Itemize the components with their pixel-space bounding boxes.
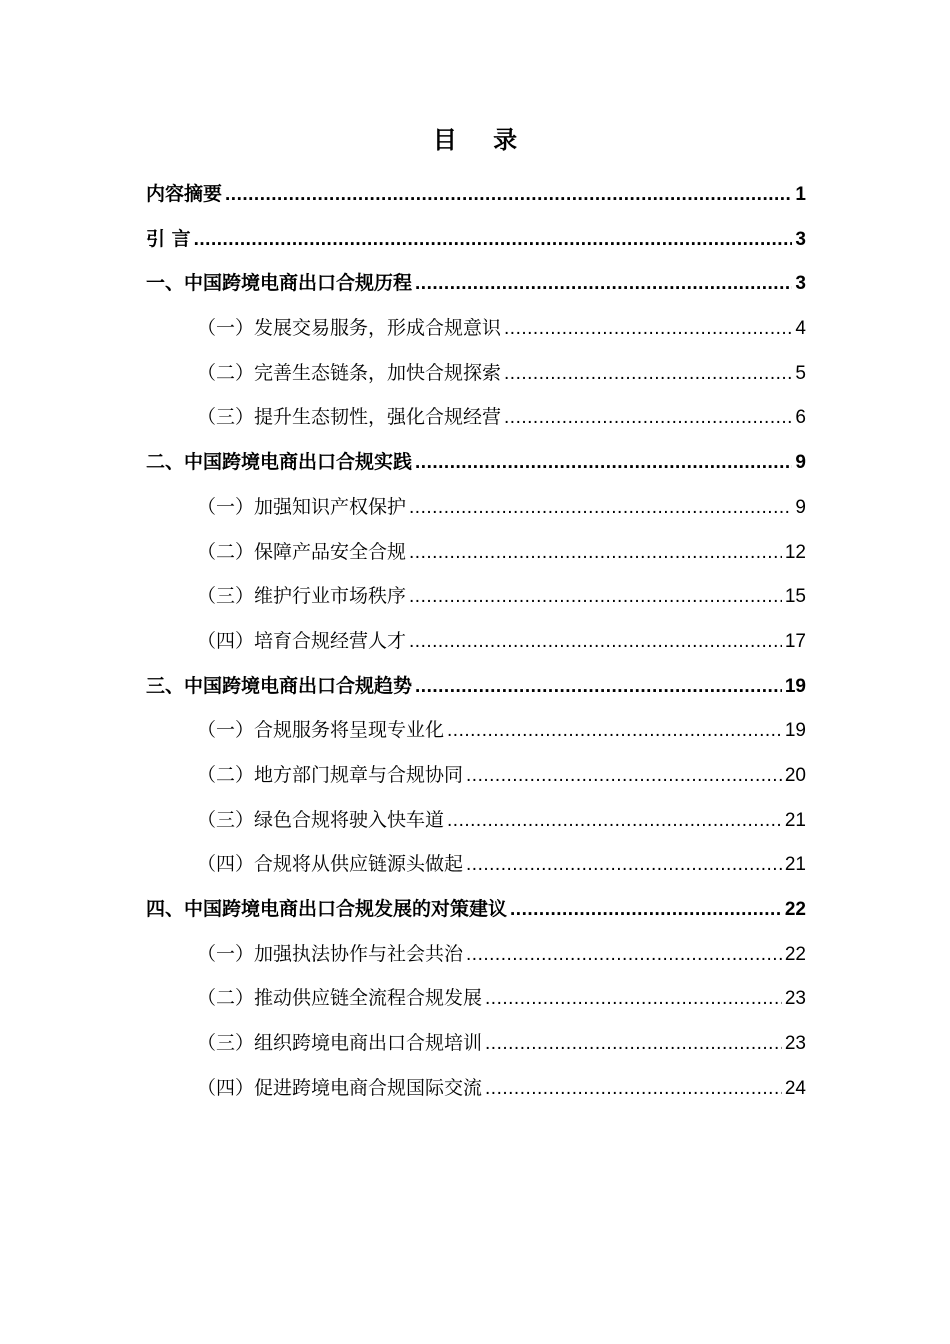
toc-dot-leader bbox=[504, 307, 792, 352]
toc-page-number: 22 bbox=[784, 899, 806, 920]
toc-entry-label: （一）合规服务将呈现专业化 bbox=[197, 719, 445, 742]
toc-subentry[interactable] bbox=[146, 351, 806, 396]
toc-page-number: 9 bbox=[795, 496, 806, 518]
toc-page-number: 22 bbox=[784, 943, 806, 965]
toc-dot-leader bbox=[409, 575, 782, 620]
toc-subentry[interactable] bbox=[146, 976, 806, 1021]
toc-subentry[interactable] bbox=[146, 1021, 806, 1066]
toc-entry-label: 一、中国跨境电商出口合规历程 bbox=[146, 272, 413, 295]
toc-page-number: 15 bbox=[784, 586, 806, 608]
toc-page-number: 23 bbox=[784, 1033, 806, 1055]
toc-subentry[interactable] bbox=[146, 798, 806, 843]
toc-dot-leader bbox=[466, 843, 782, 888]
toc-page-number: 12 bbox=[784, 541, 806, 563]
toc-subentry[interactable] bbox=[146, 1066, 806, 1111]
toc-entry-label: 内容摘要 bbox=[146, 183, 223, 205]
toc-dot-leader bbox=[466, 933, 782, 978]
toc-subentry[interactable] bbox=[146, 574, 806, 619]
toc-page-number: 5 bbox=[795, 362, 806, 384]
toc-entry-label: （二）完善生态链条，加快合规探索 bbox=[197, 361, 502, 384]
toc-entry-label: 二、中国跨境电商出口合规实践 bbox=[146, 451, 413, 474]
toc-dot-leader bbox=[504, 352, 792, 397]
toc-subentry[interactable] bbox=[146, 619, 806, 664]
toc-entry-label: 引 言 bbox=[146, 227, 191, 250]
toc-page-number: 3 bbox=[795, 228, 806, 250]
toc-entry[interactable] bbox=[146, 172, 806, 217]
toc-page-number: 4 bbox=[795, 318, 806, 340]
toc-page-number: 19 bbox=[784, 720, 806, 742]
table-of-contents bbox=[146, 172, 806, 1110]
toc-dot-leader bbox=[409, 620, 782, 665]
toc-dot-leader bbox=[415, 665, 782, 710]
toc-subentry[interactable] bbox=[146, 485, 806, 530]
toc-dot-leader bbox=[504, 396, 792, 441]
toc-page-number: 1 bbox=[795, 184, 806, 205]
toc-entry-label: 三、中国跨境电商出口合规趋势 bbox=[146, 674, 413, 697]
toc-subentry[interactable] bbox=[146, 395, 806, 440]
toc-entry-label: （一）加强知识产权保护 bbox=[197, 495, 407, 518]
toc-page-number: 20 bbox=[784, 764, 806, 786]
toc-entry-label: （二）保障产品安全合规 bbox=[197, 540, 407, 563]
toc-entry[interactable] bbox=[146, 217, 806, 262]
toc-page-number: 23 bbox=[784, 988, 806, 1010]
toc-dot-leader bbox=[510, 888, 782, 933]
toc-entry[interactable] bbox=[146, 440, 806, 485]
toc-entry-label: （一）加强执法协作与社会共治 bbox=[197, 942, 464, 965]
toc-entry-label: （三）维护行业市场秩序 bbox=[197, 585, 407, 608]
toc-subentry[interactable] bbox=[146, 932, 806, 977]
toc-dot-leader bbox=[194, 218, 793, 263]
toc-dot-leader bbox=[447, 709, 782, 754]
toc-page-number: 21 bbox=[784, 809, 806, 831]
toc-page-number: 3 bbox=[795, 273, 806, 295]
toc-subentry[interactable] bbox=[146, 530, 806, 575]
toc-page-number: 17 bbox=[784, 630, 806, 652]
toc-dot-leader bbox=[225, 173, 792, 218]
toc-subentry[interactable] bbox=[146, 708, 806, 753]
toc-entry-label: （二）推动供应链全流程合规发展 bbox=[197, 987, 483, 1010]
toc-entry-label: （四）培育合规经营人才 bbox=[197, 629, 407, 652]
toc-entry-label: （四）合规将从供应链源头做起 bbox=[197, 853, 464, 876]
toc-dot-leader bbox=[466, 754, 782, 799]
toc-dot-leader bbox=[485, 1067, 782, 1112]
toc-dot-leader bbox=[415, 262, 792, 307]
toc-entry-label: 四、中国跨境电商出口合规发展的对策建议 bbox=[146, 898, 508, 920]
toc-entry[interactable] bbox=[146, 261, 806, 306]
toc-page-number: 21 bbox=[784, 854, 806, 876]
page-title: 目 录 bbox=[432, 126, 532, 154]
toc-entry[interactable] bbox=[146, 887, 806, 932]
toc-page-number: 9 bbox=[795, 452, 806, 474]
toc-subentry[interactable] bbox=[146, 842, 806, 887]
toc-dot-leader bbox=[485, 1022, 782, 1067]
toc-dot-leader bbox=[409, 486, 792, 531]
toc-page-number: 6 bbox=[795, 407, 806, 429]
toc-subentry[interactable] bbox=[146, 753, 806, 798]
toc-page-number: 19 bbox=[784, 675, 806, 697]
toc-dot-leader bbox=[409, 531, 782, 576]
toc-entry-label: （三）组织跨境电商出口合规培训 bbox=[197, 1032, 483, 1055]
toc-dot-leader bbox=[485, 977, 782, 1022]
toc-dot-leader bbox=[415, 441, 792, 486]
toc-entry-label: （三）提升生态韧性，强化合规经营 bbox=[197, 406, 502, 429]
toc-page-number: 24 bbox=[784, 1077, 806, 1099]
toc-entry[interactable] bbox=[146, 664, 806, 709]
toc-entry-label: （一）发展交易服务，形成合规意识 bbox=[197, 317, 502, 340]
toc-subentry[interactable] bbox=[146, 306, 806, 351]
toc-entry-label: （四）促进跨境电商合规国际交流 bbox=[197, 1076, 483, 1099]
toc-entry-label: （三）绿色合规将驶入快车道 bbox=[197, 808, 445, 831]
toc-dot-leader bbox=[447, 799, 782, 844]
toc-entry-label: （二）地方部门规章与合规协同 bbox=[197, 763, 464, 786]
